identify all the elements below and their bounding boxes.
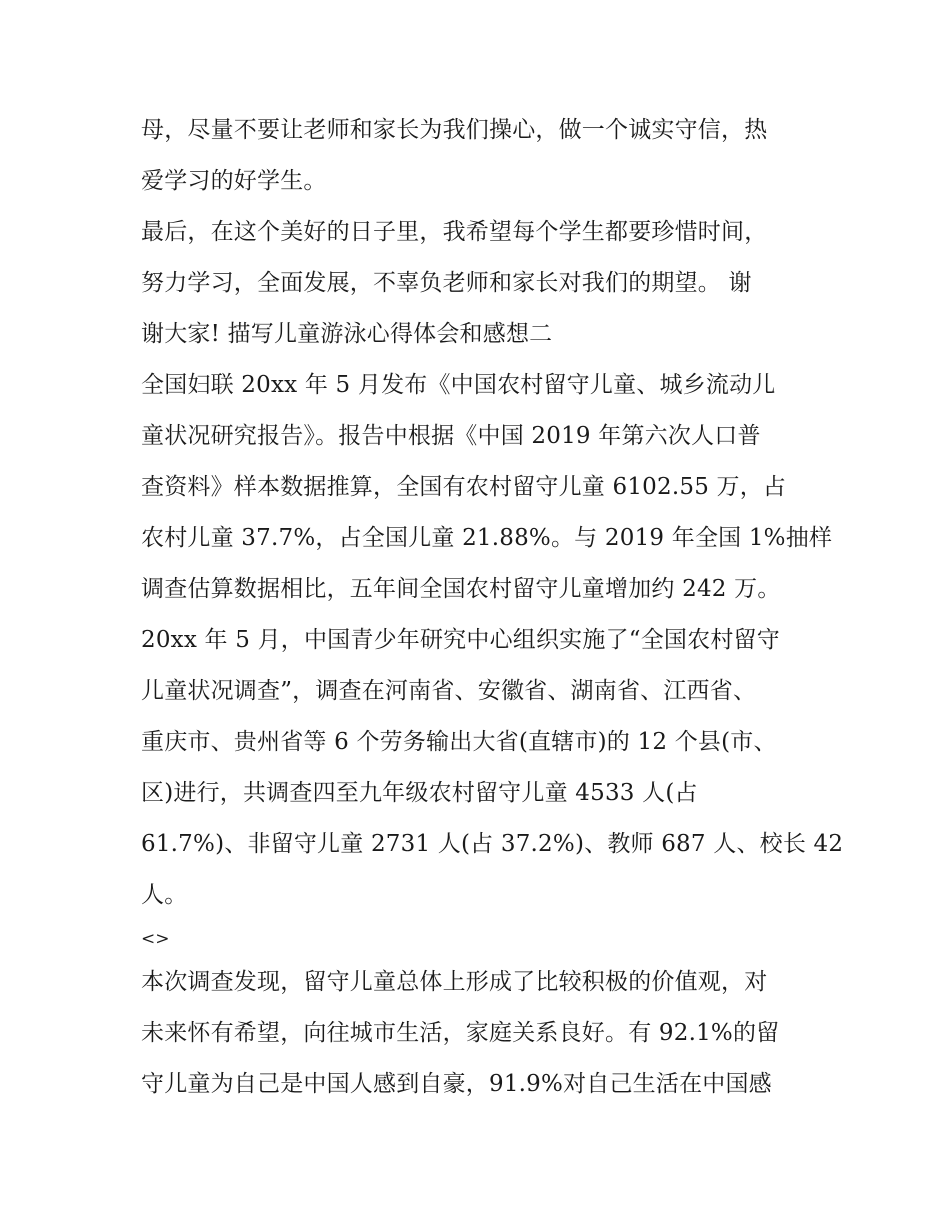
placeholder-marker: <> [141,929,170,949]
text-line: 调查估算数据相比，五年间全国农村留守儿童增加约 242 万。 [141,576,781,602]
text-line: 童状况研究报告》。报告中根据《中国 2019 年第六次人口普 [141,423,761,449]
text-line: 守儿童为自己是中国人感到自豪，91.9%对自己生活在中国感 [141,1071,772,1097]
text-line: 努力学习，全面发展，不辜负老师和家长对我们的期望。 谢 [141,270,752,296]
text-line: 查资料》样本数据推算，全国有农村留守儿童 6102.55 万，占 [141,474,787,500]
text-line: 区)进行，共调查四至九年级农村留守儿童 4533 人(占 [141,780,698,806]
text-line: 农村儿童 37.7%，占全国儿童 21.88%。与 2019 年全国 1%抽样 [141,525,833,551]
text-line: 最后，在这个美好的日子里，我希望每个学生都要珍惜时间， [141,219,768,245]
text-line: 61.7%)、非留守儿童 2731 人(占 37.2%)、教师 687 人、校长 42 [141,831,844,857]
text-line: 全国妇联 20xx 年 5 月发布《中国农村留守儿童、城乡流动儿 [141,372,776,398]
text-line: 谢大家! 描写儿童游泳心得体会和感想二 [141,321,553,347]
text-line: 20xx 年 5 月，中国青少年研究中心组织实施了“全国农村留守 [141,627,780,653]
text-line: 母，尽量不要让老师和家长为我们操心，做一个诚实守信，热 [141,117,768,143]
text-line: 爱学习的好学生。 [141,168,327,194]
text-line: 儿童状况调查”，调查在河南省、安徽省、湖南省、江西省、 [141,678,757,704]
text-line: 本次调查发现，留守儿童总体上形成了比较积极的价值观，对 [141,969,768,995]
document-body [141,105,844,1110]
text-line: 人。 [141,882,188,908]
text-line: 未来怀有希望，向往城市生活，家庭关系良好。有 92.1%的留 [141,1020,780,1046]
text-line: 重庆市、贵州省等 6 个劳务输出大省(直辖市)的 12 个县(市、 [141,729,777,755]
